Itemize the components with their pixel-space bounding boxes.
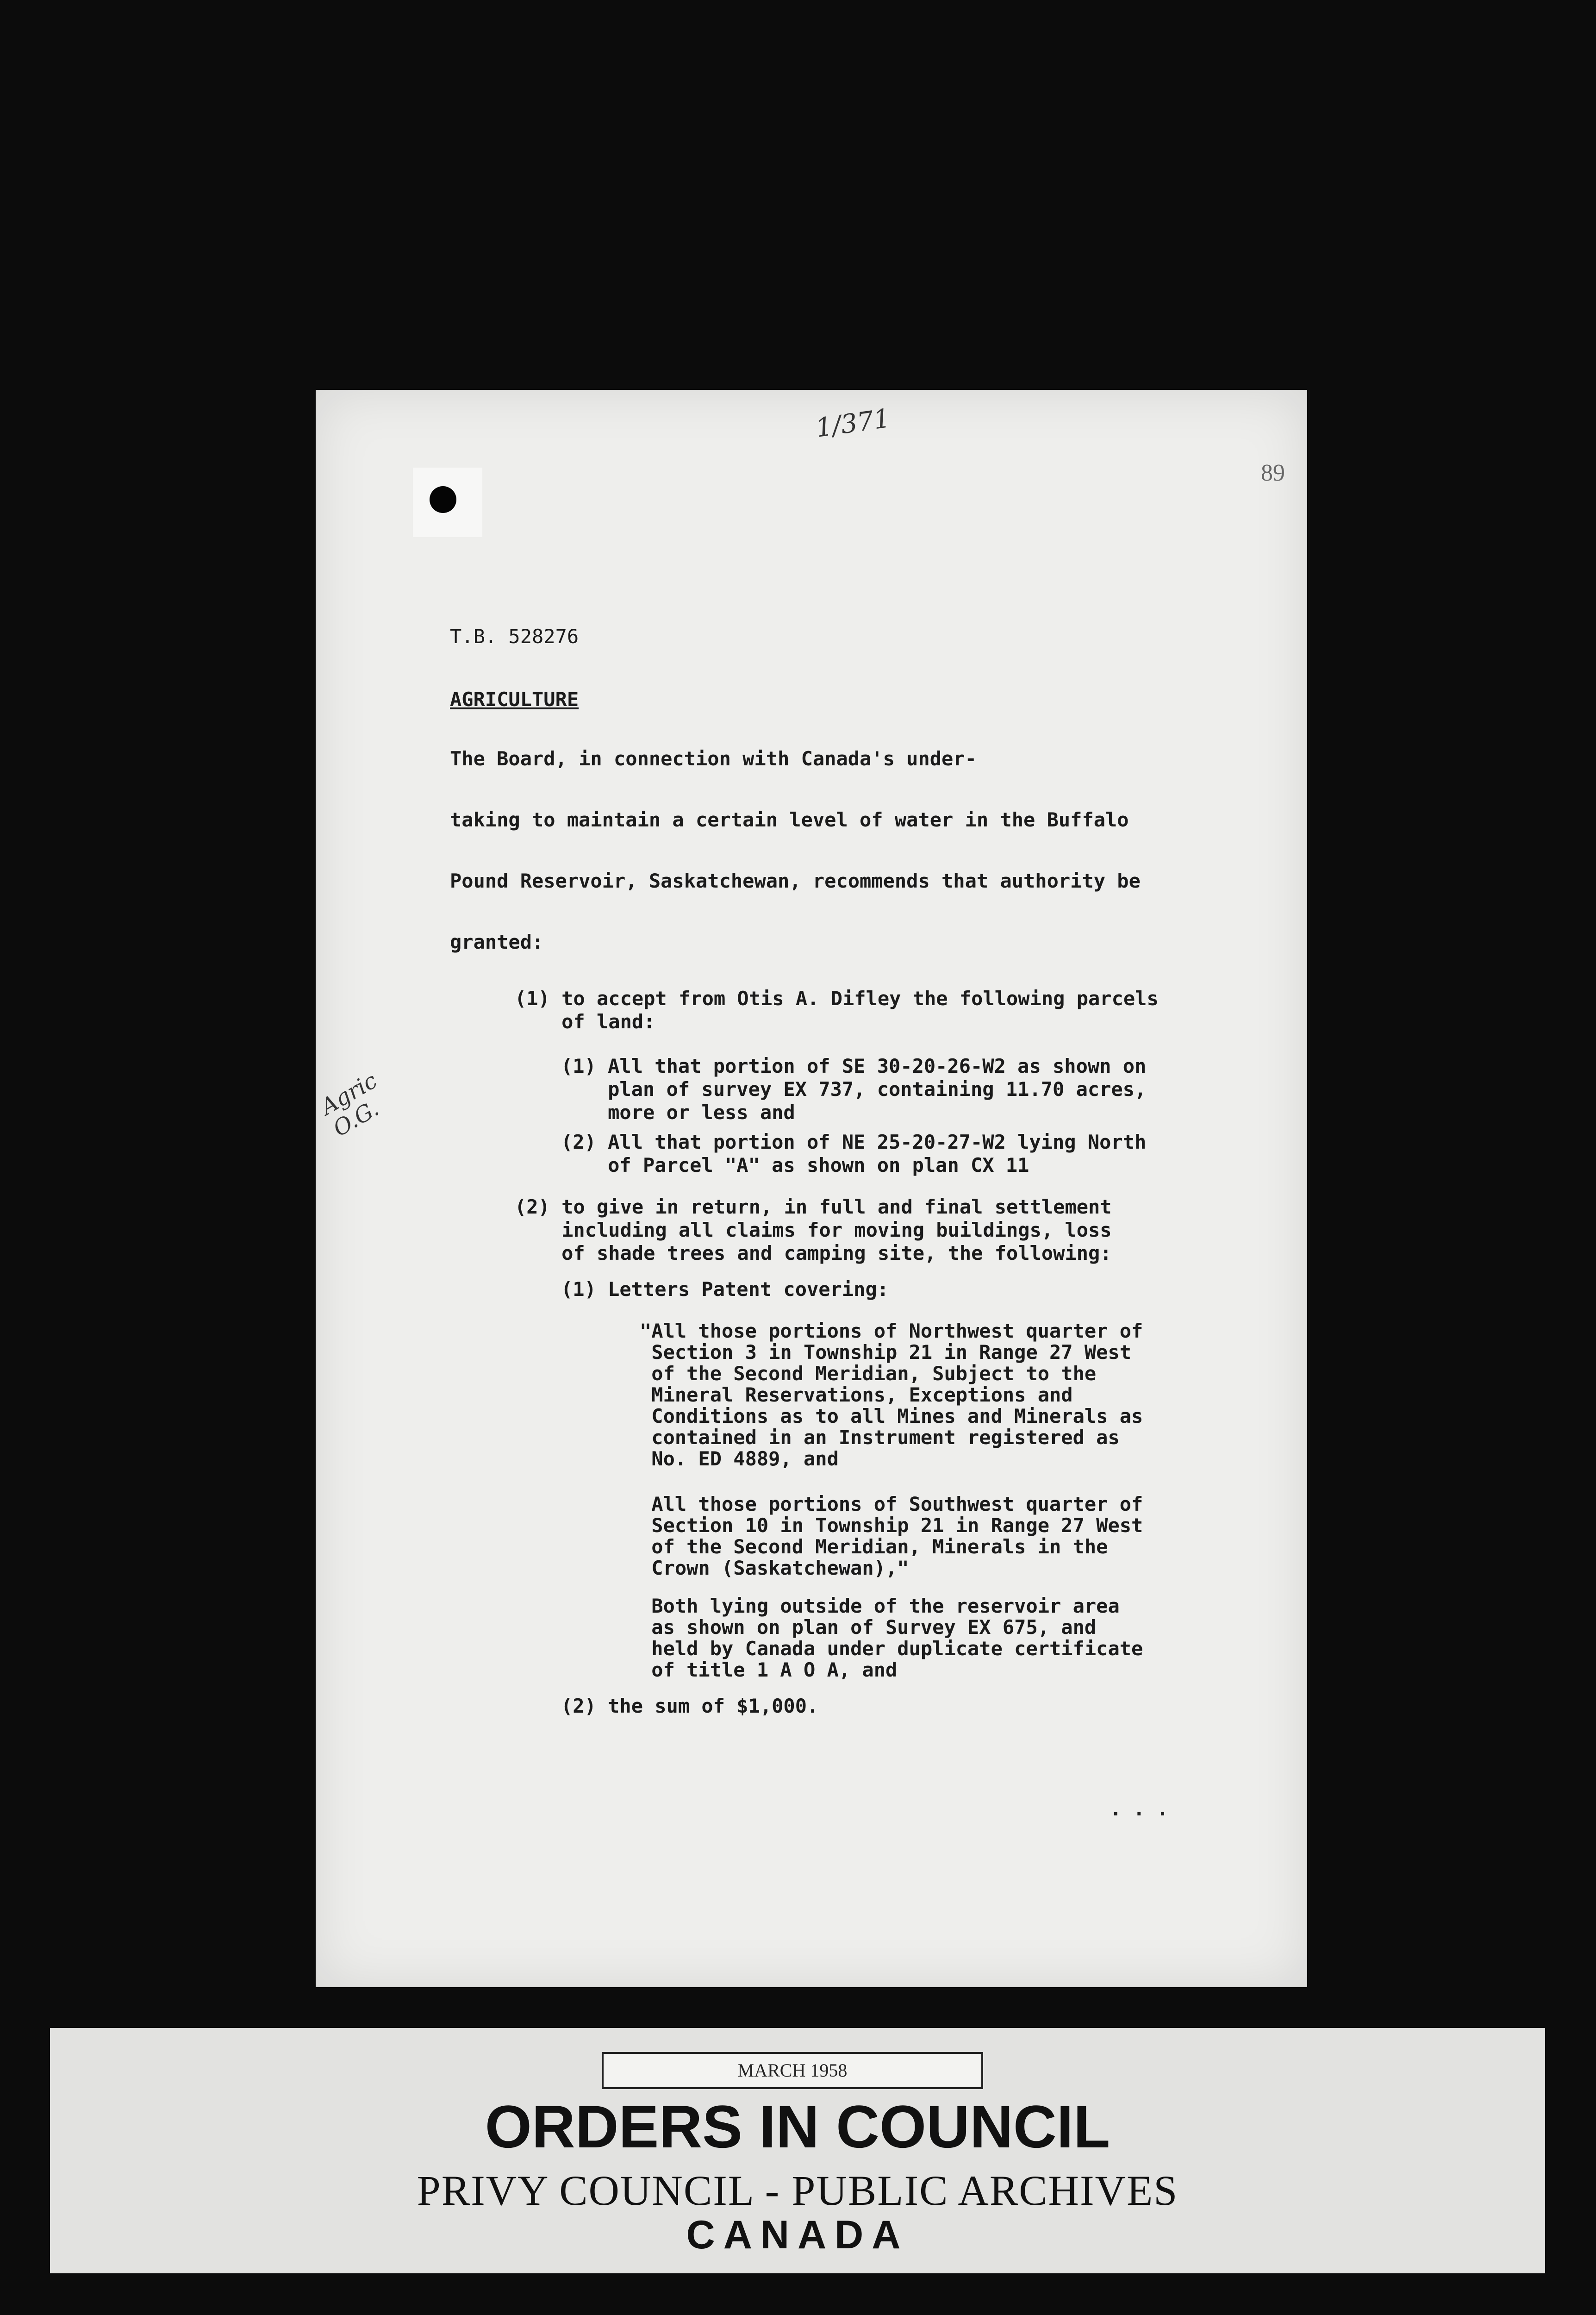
date-label: MARCH 1958: [602, 2052, 983, 2089]
item-1-2: (2) All that portion of NE 25-20-27-W2 lying North of Parcel "A" as shown on plan CX 11: [561, 1131, 1147, 1176]
handwritten-reference: 1/371: [814, 403, 892, 444]
punch-hole-icon: [430, 486, 456, 513]
intro-paragraph: The Board, in connection with Canada's under- taking to maintain a certain level of water in the Buffalo Pound Reservoir, Saskatchewan, recommends that authority be granted:: [450, 747, 1141, 953]
item-2-1: (1) Letters Patent covering:: [561, 1278, 889, 1301]
patent-quote-1: "All those portions of Northwest quarter of Section 3 in Township 21 in Range 27 West of the Second Meridian, Subject to the Mineral Reservations, Exceptions and Conditions as to all Mines and Minerals as contained in an Instrument registered as No. ED 4889, and: [640, 1320, 1143, 1470]
patent-quote-2: All those portions of Southwest quarter of Section 10 in Township 21 in Range 27 West of the Second Meridian, Minerals in the Crown (Saskatchewan),": [651, 1493, 1143, 1579]
item-1: (1) to accept from Otis A. Difley the following parcels of land:: [515, 987, 1159, 1033]
punch-hole-patch: [413, 468, 482, 537]
document-page: [316, 390, 1307, 1987]
banner-title: ORDERS IN COUNCIL: [485, 2093, 1110, 2160]
continuation-marker: . . .: [1110, 1797, 1168, 1820]
archive-banner: [50, 2028, 1545, 2273]
item-2-2: (2) the sum of $1,000.: [561, 1695, 819, 1717]
banner-country: CANADA: [686, 2213, 909, 2257]
treasury-board-number: T.B. 528276: [450, 625, 579, 648]
department-heading: AGRICULTURE: [450, 688, 579, 711]
item-2: (2) to give in return, in full and final settlement including all claims for moving buildings, loss of shade trees and camping site, the following:: [515, 1195, 1112, 1264]
banner-subtitle: PRIVY COUNCIL - PUBLIC ARCHIVES: [417, 2167, 1178, 2214]
folio-number: 89: [1261, 460, 1285, 486]
patent-quote-3: Both lying outside of the reservoir area as shown on plan of Survey EX 675, and held by Canada under duplicate certificate of title 1 A O A, and: [651, 1595, 1143, 1681]
item-1-1: (1) All that portion of SE 30-20-26-W2 as shown on plan of survey EX 737, containing 11.70 acres, more or less and: [561, 1055, 1147, 1124]
margin-annotation: Agric O.G.: [316, 1067, 384, 1142]
